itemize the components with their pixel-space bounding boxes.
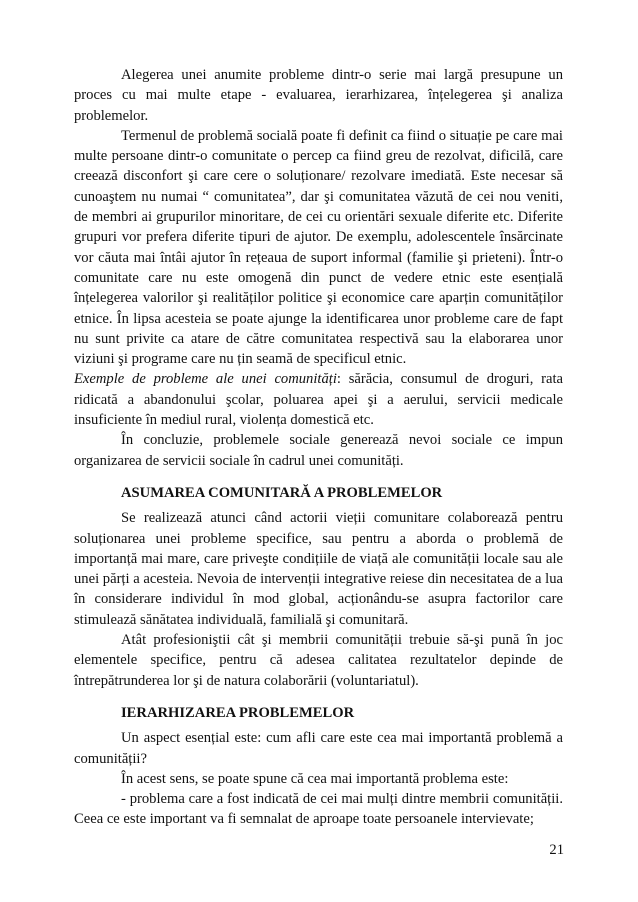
page-number: 21 bbox=[549, 842, 564, 858]
paragraph-asumarea-2: Atât profesioniştii cât şi membrii comunității trebuie să-şi pună în joc elementele specifice, pentru că adesea calitatea rezultatelor depinde de întrepătrunderea lor şi de natura colaborării (voluntariatul). bbox=[74, 632, 563, 689]
document-page bbox=[74, 65, 563, 830]
section-heading-asumarea: ASUMAREA COMUNITARĂ A PROBLEMELOR bbox=[121, 484, 443, 501]
paragraph-examples bbox=[74, 369, 563, 430]
examples-lead: Exemple de probleme ale unei comunități bbox=[74, 371, 337, 388]
paragraph-ierarhizarea-2: În acest sens, se poate spune că cea mai importantă problema este: bbox=[121, 770, 509, 787]
paragraph-social-problem-definition: Termenul de problemă socială poate fi definit ca fiind o situație pe care mai multe persoane dintr-o comunitate o percep ca fiind greu de rezolvat, dificilă, care creează disconfort şi care cere o soluționare/ rezolvare imediată. Este necesar să cunoaştem nu numai “ comunitatea”, dar şi comunitatea văzută de cei nou veniti, de membri ai grupurilor minoritare, de cei cu orientări sexuale diferite etc. Diferite grupuri vor prefera diferite tipuri de ajutor. De exemplu, adolescentele însărcinate vor căuta mai întâi ajutor în rețeaua de suport informal (familie şi prieteni). Într-o comunitate care nu este omogenă din punct de vedere etnic este esențială înțelegerea valorilor şi realităților politice şi economice care aparțin comunităților etnice. În lipsa acesteia se poate ajunge la identificarea unor probleme care de fapt nu sunt privite ca atare de către comunitatea respectivă sau la elaborarea unor viziuni şi programe care nu țin seamă de specificul etnic. bbox=[74, 127, 563, 368]
paragraph-intro: Alegerea unei anumite probleme dintr-o serie mai largă presupune un proces cu mai multe etape - evaluarea, ierarhizarea, înțelegerea şi analiza problemelor. bbox=[74, 67, 563, 124]
paragraph-ierarhizarea-3: - problema care a fost indicată de cei mai mulți dintre membrii comunității. Ceea ce este important va fi semnalat de aproape toate persoanele intervievate; bbox=[74, 791, 563, 828]
paragraph-asumarea-1: Se realizează atunci când actorii vieții comunitare colaborează pentru soluționarea unei probleme specifice, sau pentru a aborda o problemă de importanță mai mare, care priveşte condițiile de viață ale comunității locale sau ale unei părți a acesteia. Nevoia de intervenții integrative reiese din necesitatea de a lua în considerare individul în mod global, acționându-se asupra factorilor care stimulează sănătatea individuală, familială şi comunitară. bbox=[74, 510, 563, 628]
paragraph-conclusion: În concluzie, problemele sociale generează nevoi sociale ce impun organizarea de servicii sociale în cadrul unei comunități. bbox=[74, 432, 563, 469]
examples-list: : sărăcia, consumul de droguri, rata ridicată a abandonului şcolar, poluarea apei şi a aerului, servicii medicale insuficiente în mediul rural, violența domestică etc. bbox=[74, 371, 563, 429]
section-heading-ierarhizarea: IERARHIZAREA PROBLEMELOR bbox=[121, 704, 355, 721]
paragraph-ierarhizarea-1: Un aspect esențial este: cum afli care este cea mai importantă problemă a comunității? bbox=[74, 730, 563, 767]
